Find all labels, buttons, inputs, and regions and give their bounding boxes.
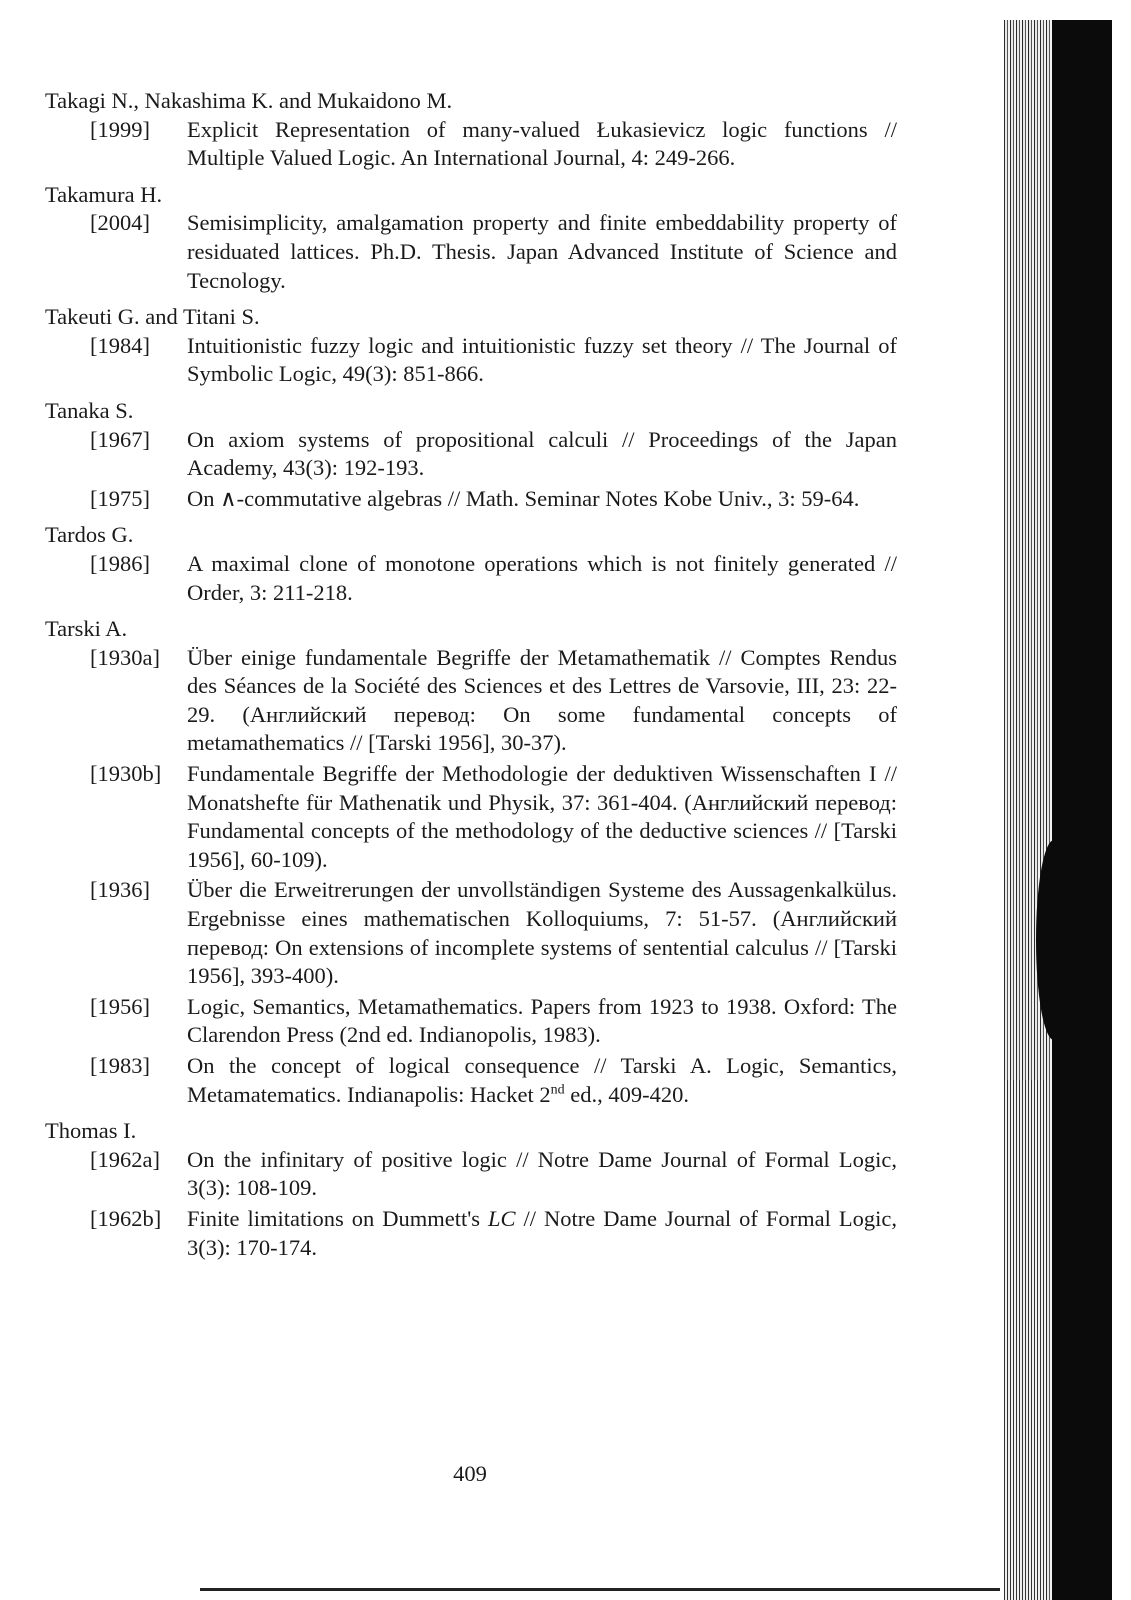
reference-year: [1962a] — [90, 1146, 160, 1172]
reference-entry — [45, 993, 897, 1050]
author-name: Thomas I. — [45, 1118, 137, 1144]
reference-text: Fundamentale Begriffe der Methodologie der deduktiven Wissenschaften I // Monatshefte für Mathenatik und Physik, 37: 361-404. (Английский перевод: Fundamental concepts of the methodology of the deductive sciences // [Tarski 1956], 60-109). — [187, 761, 897, 872]
bibliography — [45, 87, 897, 1270]
reference-year: [2004] — [90, 210, 150, 236]
reference-year: [1967] — [90, 426, 150, 452]
reference-year: [1930b] — [90, 761, 162, 787]
reference-entry — [45, 1146, 897, 1203]
reference-entry — [45, 550, 897, 607]
reference-year: [1986] — [90, 550, 150, 576]
reference-entry — [45, 644, 897, 758]
ordinal-superscript: nd — [550, 1082, 565, 1098]
reference-entry — [45, 116, 897, 173]
reference-entry — [45, 876, 897, 990]
reference-entry — [45, 332, 897, 389]
page-stack-lines-lower — [1004, 1080, 1044, 1600]
reference-entry — [45, 426, 897, 483]
reference-group — [45, 87, 897, 173]
reference-year: [1975] — [90, 485, 150, 511]
reference-group — [45, 521, 897, 607]
reference-text: On axiom systems of propositional calculi // Proceedings of the Japan Academy, 43(3): 192-193. — [187, 426, 897, 481]
reference-year: [1936] — [90, 877, 150, 903]
reference-entry — [45, 1205, 897, 1262]
reference-text: Semisimplicity, amalgamation property and finite embeddability property of residuated lattices. Ph.D. Thesis. Japan Advanced Institute of Science and Tecnology. — [187, 210, 897, 293]
reference-group — [45, 397, 897, 513]
reference-text-tail: ed., 409-420. — [564, 1081, 689, 1107]
author-name: Takeuti G. and Titani S. — [45, 304, 260, 330]
author-name: Tanaka S. — [45, 397, 134, 423]
reference-year: [1962b] — [90, 1205, 162, 1231]
reference-entry — [45, 760, 897, 874]
scan-bottom-edge — [200, 1588, 1000, 1591]
reference-text-tail: // Notre Dame Journal of Formal Logic, 3(3): 170-174. — [187, 1205, 897, 1260]
book-binding-edge — [1000, 0, 1131, 1600]
reference-italic-term: LC — [488, 1205, 516, 1231]
page-number: 409 — [453, 1461, 487, 1486]
author-name: Takagi N., Nakashima K. and Mukaidono M. — [45, 88, 453, 113]
reference-group — [45, 181, 897, 295]
reference-entry — [45, 1052, 897, 1109]
reference-text — [187, 1052, 897, 1109]
reference-text: Logic, Semantics, Metamathematics. Papers from 1923 to 1938. Oxford: The Clarendon Press (2nd ed. Indianopolis, 1983). — [187, 993, 897, 1048]
reference-group — [45, 615, 897, 1109]
reference-year: [1984] — [90, 332, 150, 358]
reference-year: [1956] — [90, 993, 150, 1019]
reference-year: [1999] — [90, 116, 150, 142]
reference-group — [45, 303, 897, 389]
reference-text-main: Finite limitations on Dummett's — [187, 1205, 489, 1231]
binding-bulge — [1036, 840, 1066, 1040]
reference-text-main: On the concept of logical consequence // Tarski A. Logic, Semantics, Metamatematics. Indianapolis: Hacket 2 — [187, 1053, 897, 1107]
reference-entry — [45, 485, 897, 514]
reference-text: A maximal clone of monotone operations which is not finitely generated // Order, 3: 211-218. — [187, 550, 897, 605]
reference-text: On ∧-commutative algebras // Math. Seminar Notes Kobe Univ., 3: 59-64. — [187, 485, 860, 511]
author-name: Takamura H. — [45, 181, 163, 207]
reference-text: Über einige fundamentale Begriffe der Metamathematik // Comptes Rendus des Séances de la Société des Sciences et des Lettres de Varsovie, III, 23: 22-29. (Английский перевод: On some fundamental concepts of metamathematics // [Tarski 1956], 30-37). — [187, 644, 897, 756]
reference-year: [1983] — [90, 1053, 150, 1078]
author-name: Tardos G. — [45, 522, 134, 548]
reference-text — [187, 1205, 897, 1262]
reference-group — [45, 1117, 897, 1262]
binding-shadow — [1052, 20, 1112, 1600]
reference-text: Über die Erweitrerungen der unvollständigen Systeme des Aussagenkalkülus. Ergebnisse eines mathematischen Kolloquiums, 7: 51-57. (Английский перевод: On extensions of incomplete systems of sentential calculus // [Tarski 1956], 393-400). — [187, 877, 897, 989]
reference-entry — [45, 209, 897, 295]
author-name: Tarski A. — [45, 616, 128, 642]
reference-year: [1930a] — [90, 644, 160, 670]
reference-text: Intuitionistic fuzzy logic and intuitionistic fuzzy set theory // The Journal of Symbolic Logic, 49(3): 851-866. — [187, 332, 897, 387]
reference-text: Explicit Representation of many-valued Łukasievicz logic functions // Multiple Valued Logic. An International Journal, 4: 249-266. — [187, 116, 897, 171]
reference-text: On the infinitary of positive logic // Notre Dame Journal of Formal Logic, 3(3): 108-109. — [187, 1146, 897, 1201]
